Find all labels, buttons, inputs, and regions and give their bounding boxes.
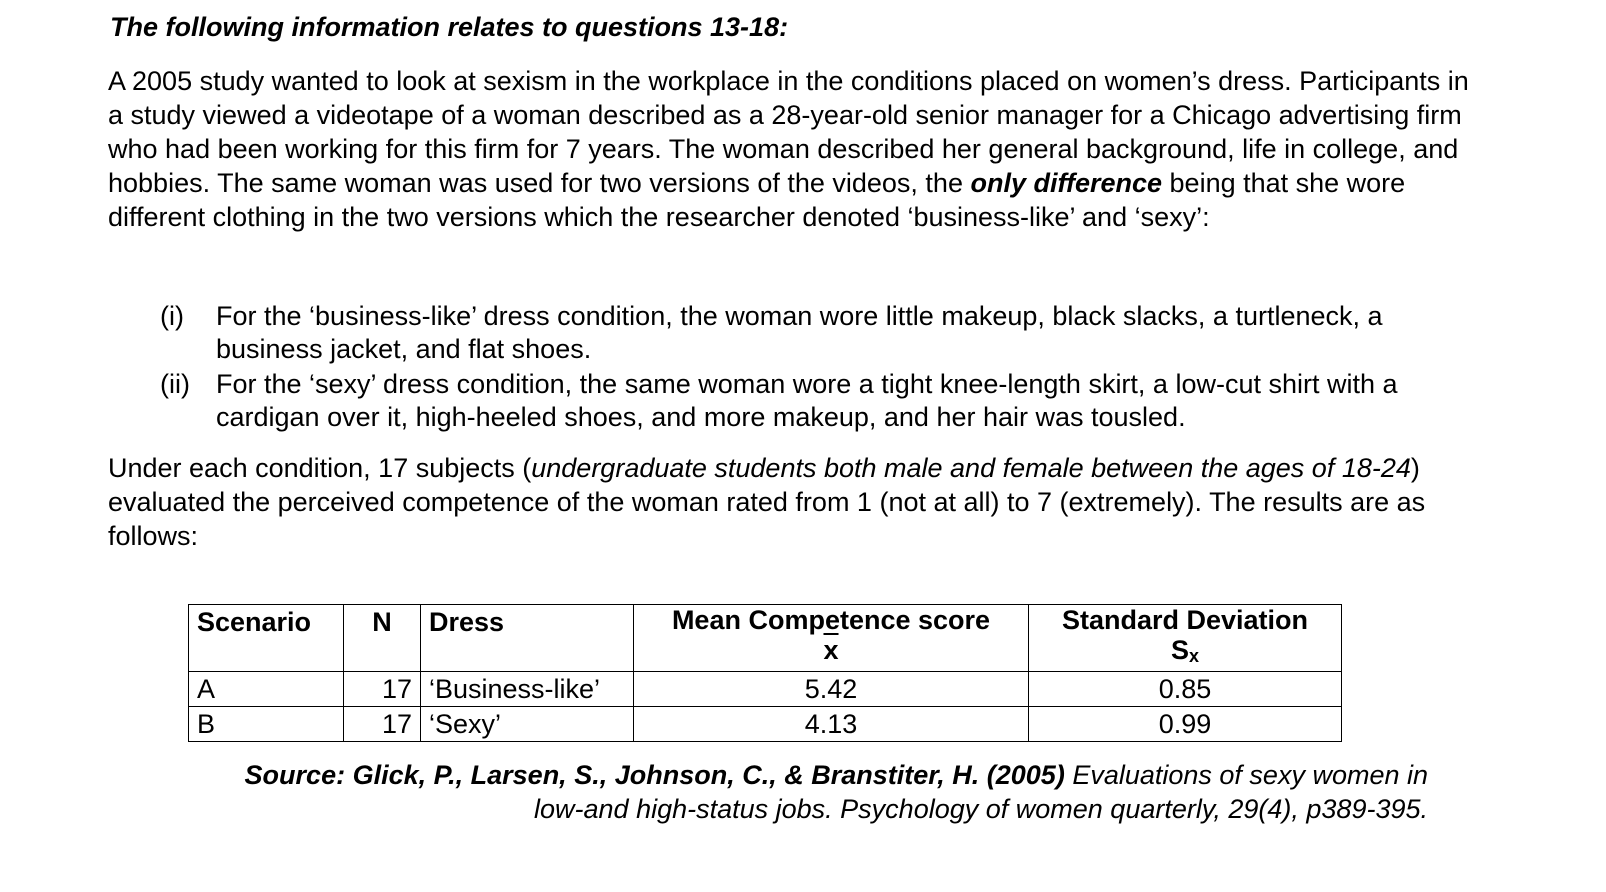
source-title-2: low-and high-status jobs. Psychology of women quarterly, 29(4), p389-395. [534,794,1428,824]
list-item-text: For the ‘sexy’ dress condition, the same woman wore a tight knee-length skirt, a low-cut shirt with a cardigan over it, high-heeled shoes, and more makeup, and her hair was tousled. [216,369,1398,432]
table-row [189,707,1342,742]
cell-dress: ‘Business-like’ [421,672,634,707]
intro-emphasis: only difference [970,168,1163,198]
header-sd-subscript: x [1189,646,1200,666]
outro-italic: undergraduate students both male and female between the ages of 18-24 [531,453,1411,483]
list-item [160,300,1490,366]
list-item-text: For the ‘business-like’ dress condition, the woman wore little makeup, black slacks, a turtleneck, a business jacket, and flat shoes. [216,301,1383,364]
cell-n: 17 [344,707,421,742]
outro-paragraph [108,451,1488,553]
cell-scenario: A [189,672,344,707]
source-authors: Source: Glick, P., Larsen, S., Johnson, C., & Branstiter, H. (2005) [244,760,1065,790]
outro-text-1: Under each condition, 17 subjects ( [108,453,532,483]
header-sd [1029,605,1342,672]
header-mean-label: Mean Competence score [671,605,991,635]
outro-text-2: ) evaluated the perceived competence of the woman rated from 1 (not at all) to 7 (extremely). The results are as follows: [108,453,1426,551]
cell-mean: 4.13 [634,707,1029,742]
header-mean [634,605,1029,672]
list-item-number: (i) [160,301,184,331]
header-scenario: Scenario [189,605,344,672]
results-table [188,604,1342,742]
intro-text-2: being that she wore different clothing in the two versions which the researcher denoted ‘business-like’ and ‘sexy’: [108,168,1406,232]
header-n: N [344,605,421,672]
cell-sd: 0.85 [1029,672,1342,707]
table-header-row [189,605,1342,672]
source-title-1: Evaluations of sexy women in [1064,760,1428,790]
header-dress: Dress [421,605,634,672]
header-sd-symbol: S [1170,635,1189,665]
intro-text-1: A 2005 study wanted to look at sexism in the workplace in the conditions placed on women’s dress. Participants in a study viewed a videotape of a woman described as a 28-year-old senior manager for a Chicago advertising firm who had been working for this firm for 7 years. The woman described her general background, life in college, and hobbies. The same woman was used for two versions of the videos, the [108,66,1469,198]
list-item [160,368,1490,434]
conditions-list [160,300,1490,436]
section-heading: The following information relates to questions 13-18: [110,12,789,42]
list-item-number: (ii) [160,369,190,399]
cell-sd: 0.99 [1029,707,1342,742]
cell-scenario: B [189,707,344,742]
header-mean-symbol: $\overline{x}$ [823,635,839,665]
intro-paragraph [108,64,1488,234]
source-citation [245,758,1428,826]
table-row [189,672,1342,707]
cell-mean: 5.42 [634,672,1029,707]
cell-n: 17 [344,672,421,707]
cell-dress: ‘Sexy’ [421,707,634,742]
header-sd-label: Standard Deviation [1061,605,1309,635]
